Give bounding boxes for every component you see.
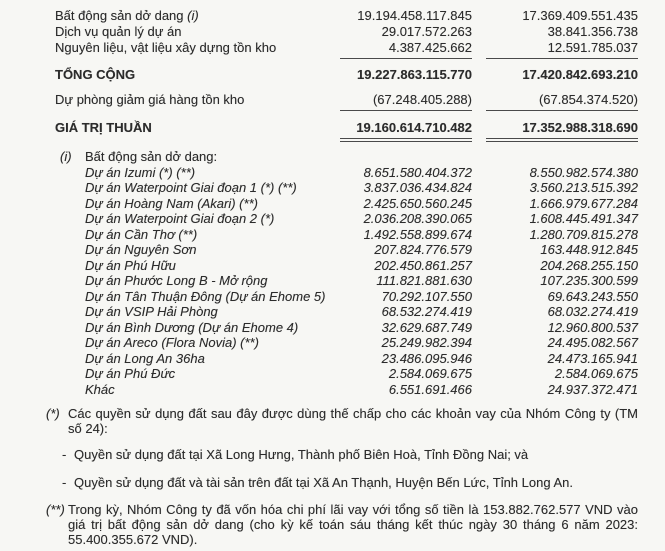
summary-value-prior: 12.591.785.037: [486, 40, 638, 59]
project-row: [55, 196, 638, 212]
project-row: [55, 304, 638, 320]
project-row: [55, 258, 638, 274]
project-value-current: 68.532.274.419: [381, 304, 472, 319]
project-value-prior: 8.550.982.574.380: [529, 164, 638, 180]
project-value-prior: 69.643.243.550: [547, 288, 638, 304]
project-value-prior: 3.560.213.515.392: [529, 180, 638, 195]
project-value-prior: 24.937.372.471: [547, 381, 638, 397]
project-name: Dự án Hoàng Nam (Akari) (**): [85, 195, 258, 211]
net-value-prior: 17.352.988.318.690: [486, 120, 638, 142]
project-name: Dự án Izumi (*) (**): [85, 164, 196, 180]
summary-label: Dịch vụ quản lý dự án: [55, 24, 182, 39]
total-row: [55, 67, 638, 83]
detail-heading-row: [55, 149, 638, 165]
footnote-doublestar-marker: (**): [46, 502, 65, 517]
project-value-current: 111.821.881.630: [376, 273, 472, 288]
provision-value-prior: (67.854.374.520): [486, 92, 638, 111]
summary-value-prior: 17.369.409.551.435: [522, 8, 638, 23]
project-name: Dự án Waterpoint Giai đoạn 1 (*) (**): [85, 180, 297, 195]
project-value-current: 25.249.982.394: [381, 335, 472, 350]
project-value-prior: 12.960.800.537: [547, 319, 638, 335]
project-name: Dự án Phú Hữu: [85, 257, 176, 273]
footnote-doublestar: [46, 502, 638, 547]
net-value-row: [55, 120, 638, 142]
footnote-star: [46, 406, 638, 436]
total-value-prior: 17.420.842.693.210: [522, 67, 638, 82]
bullet-text: Quyền sử dụng đất và tài sản trên đất tại Xã An Thạnh, Huyện Bến Lức, Tỉnh Long An.: [74, 475, 573, 490]
project-name: Dự án Tân Thuận Đông (Dự án Ehome 5): [85, 288, 326, 304]
project-list: [55, 165, 638, 398]
summary-value-current: 4.387.425.662: [340, 40, 472, 59]
project-value-prior: 24.495.082.567: [547, 335, 638, 350]
project-value-prior: 24.473.165.941: [547, 350, 638, 366]
project-row: [55, 366, 638, 382]
project-name: Dự án Waterpoint Giai đoạn 2 (*): [85, 211, 275, 226]
footnote-bullet-long-hung: [62, 447, 638, 462]
project-value-prior: 1.608.445.491.347: [529, 211, 638, 226]
project-name: Khác: [85, 381, 115, 397]
project-value-prior: 68.032.274.419: [547, 304, 638, 319]
project-row: [55, 382, 638, 398]
project-value-prior: 107.235.300.599: [540, 273, 638, 288]
detail-section: [55, 149, 638, 397]
project-name: Dự án Phú Đức: [85, 366, 176, 381]
project-value-current: 8.651.580.404.372: [363, 164, 472, 180]
project-row: [55, 335, 638, 351]
project-value-current: 23.486.095.946: [381, 350, 472, 366]
summary-row-construction-in-progress: [55, 8, 638, 24]
summary-value-prior: 38.841.356.738: [547, 24, 638, 39]
summary-row-project-management: [55, 24, 638, 40]
provision-label: Dự phòng giảm giá hàng tồn kho: [55, 92, 245, 107]
project-name: Dự án Nguyên Sơn: [85, 242, 197, 257]
project-value-prior: 2.584.069.675: [554, 366, 638, 381]
project-row: [55, 351, 638, 367]
project-value-prior: 163.448.912.845: [540, 242, 638, 257]
project-name: Dự án Bình Dương (Dự án Ehome 4): [85, 319, 299, 335]
project-name: Dự án Long An 36ha: [85, 350, 205, 366]
project-value-current: 1.492.558.899.674: [363, 226, 472, 242]
project-row: [55, 242, 638, 258]
net-value-current: 19.160.614.710.482: [340, 120, 472, 142]
bullet-text: Quyền sử dụng đất tại Xã Long Hưng, Thành phố Biên Hoà, Tỉnh Đồng Nai; và: [74, 447, 529, 462]
total-value-current: 19.227.863.115.770: [357, 67, 472, 82]
project-row: [55, 180, 638, 196]
project-value-current: 2.425.650.560.245: [363, 195, 472, 211]
project-value-current: 32.629.687.749: [381, 319, 472, 335]
footnote-star-marker: (*): [46, 406, 60, 421]
total-label: TỔNG CỘNG: [55, 67, 136, 82]
project-name: Dự án Phước Long B - Mở rộng: [85, 273, 268, 288]
provision-row: [55, 92, 638, 111]
summary-label: [55, 8, 340, 24]
project-row: [55, 211, 638, 227]
summary-label-text: Bất động sản dở dang: [55, 8, 184, 23]
project-name: Dự án Areco (Flora Novia) (**): [85, 335, 259, 350]
summary-label: Nguyên liệu, vật liệu xây dựng tồn kho: [55, 40, 277, 55]
project-value-prior: 204.268.255.150: [540, 257, 638, 273]
project-row: [55, 227, 638, 243]
summary-value-current: 29.017.572.263: [381, 24, 472, 39]
detail-heading: Bất động sản dở dang:: [85, 149, 218, 164]
footnote-doublestar-text: Trong kỳ, Nhóm Công ty đã vốn hóa chi phí lãi vay với tổng số tiền là 153.882.762.577 VND vào giá trị bất động sản dở dang (cho kỳ kế toán sáu tháng kết thúc ngày 30 tháng 6 năm 2023: 55.400.355.672 VND).: [68, 502, 638, 547]
project-value-prior: 1.280.709.815.278: [529, 226, 638, 242]
detail-marker: (i): [60, 149, 72, 164]
project-value-current: 70.292.107.550: [381, 288, 472, 304]
project-row: [55, 165, 638, 181]
project-value-prior: 1.666.979.677.284: [529, 195, 638, 211]
project-row: [55, 289, 638, 305]
project-value-current: 202.450.861.257: [374, 257, 472, 273]
note-reference: (i): [187, 8, 199, 23]
provision-value-current: (67.248.405.288): [340, 92, 472, 111]
project-value-current: 3.837.036.434.824: [363, 180, 472, 195]
project-value-current: 207.824.776.579: [374, 242, 472, 257]
summary-row-raw-materials: [55, 40, 638, 59]
project-value-current: 2.584.069.675: [388, 366, 472, 381]
summary-value-current: 19.194.458.117.845: [357, 8, 472, 23]
bullet-dash: -: [62, 475, 67, 490]
project-name: Dự án Cần Thơ (**): [85, 226, 198, 242]
bullet-dash: -: [62, 447, 67, 462]
project-row: [55, 273, 638, 289]
project-name: Dự án VSIP Hải Phòng: [85, 304, 218, 319]
footnote-bullet-an-thanh: [62, 475, 638, 490]
project-row: [55, 320, 638, 336]
project-value-current: 2.036.208.390.065: [363, 211, 472, 226]
project-value-current: 6.551.691.466: [388, 381, 472, 397]
footnote-star-text: Các quyền sử dụng đất sau đây được dùng thế chấp cho các khoản vay của Nhóm Công ty (TM số 24):: [68, 406, 638, 436]
net-value-label: GIÁ TRỊ THUẦN: [55, 120, 152, 135]
